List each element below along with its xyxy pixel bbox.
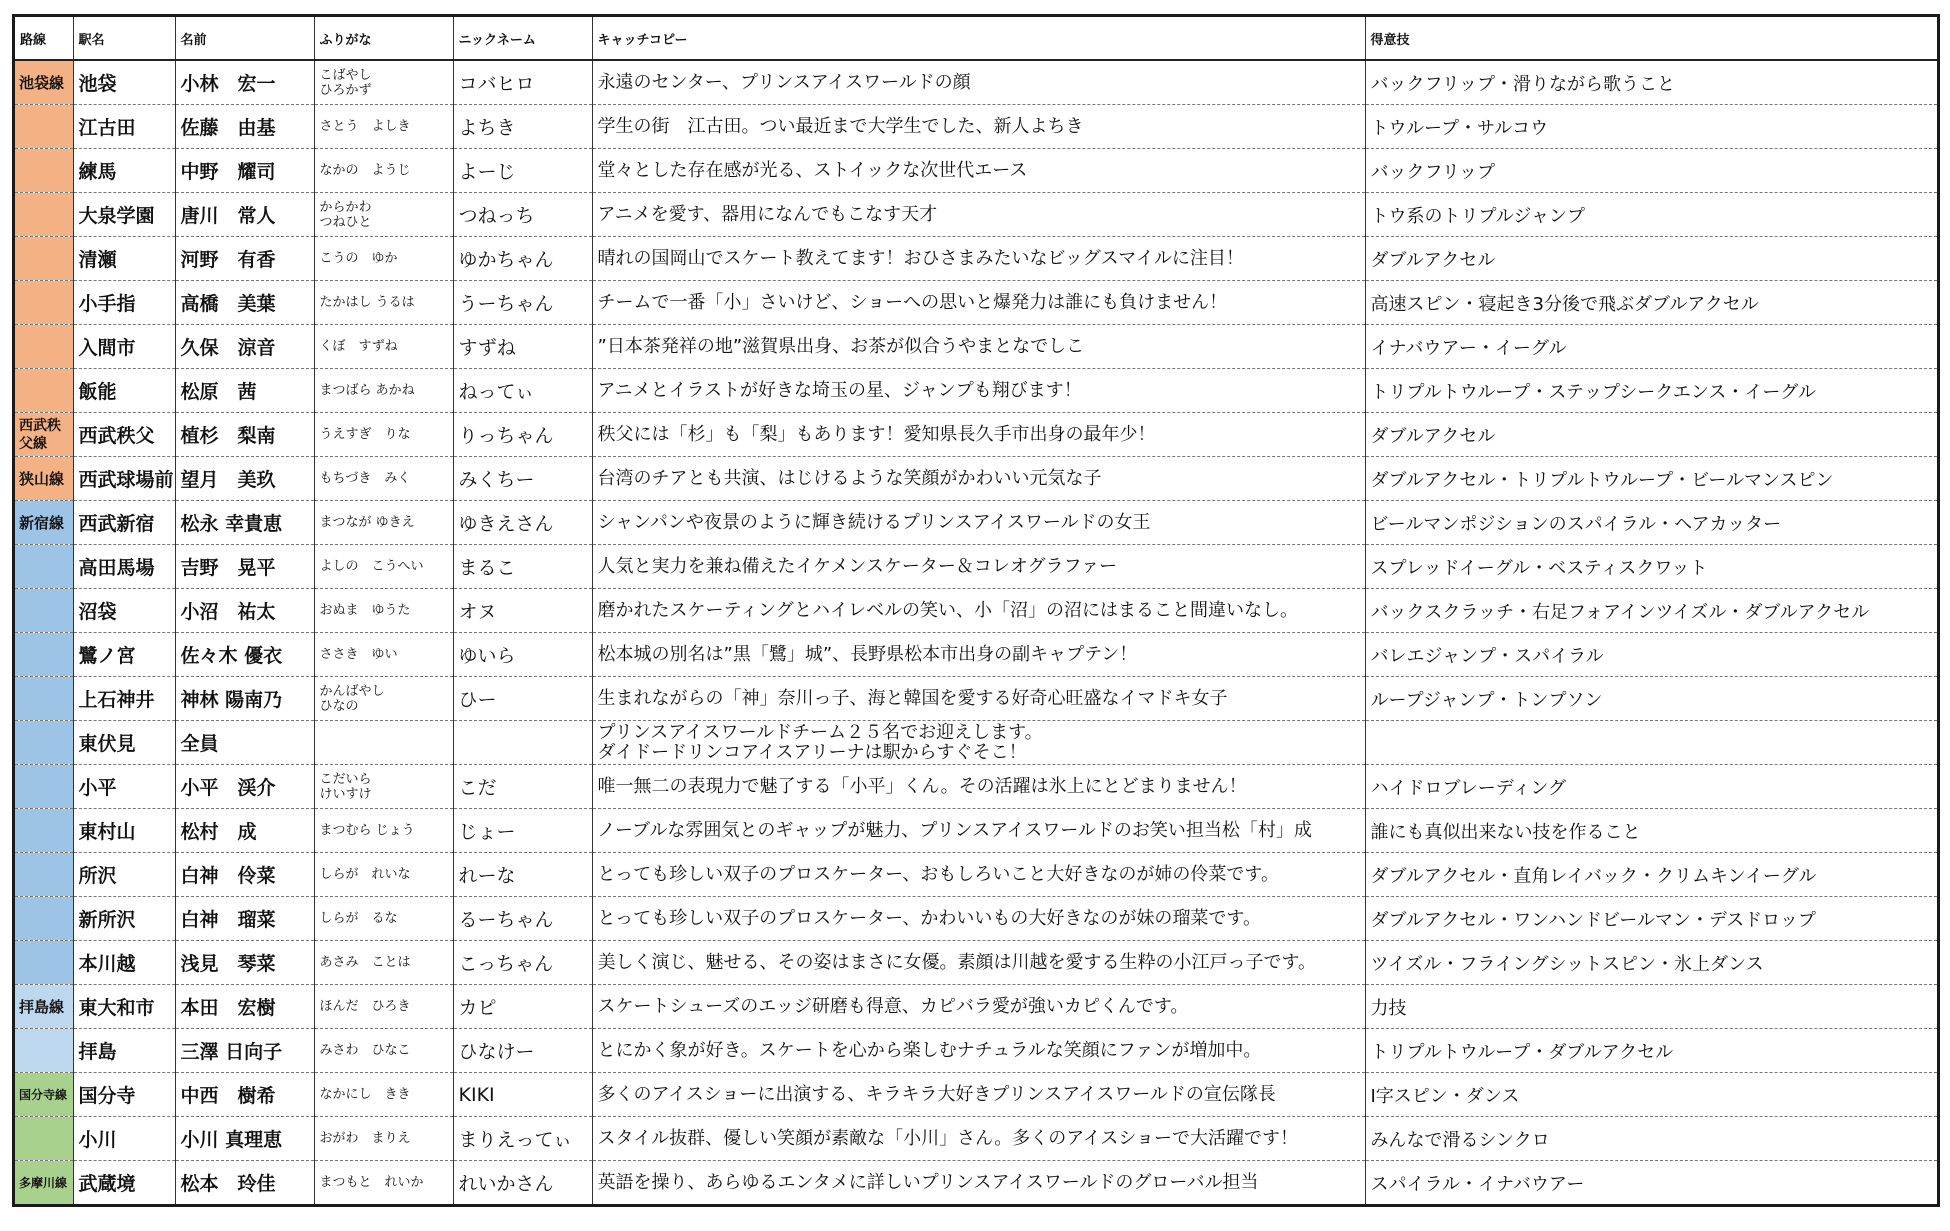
table-row <box>15 677 1937 721</box>
name-cell: 高橋 美葉 <box>175 281 314 325</box>
name-cell: 白神 伶菜 <box>175 853 314 897</box>
line-cell <box>15 237 73 281</box>
station-cell: 飯能 <box>73 369 175 413</box>
line-cell: 池袋線 <box>15 60 73 105</box>
line-cell <box>15 721 73 765</box>
catchcopy-cell: 人気と実力を兼ね備えたイケメンスケーター＆コレオグラファー <box>592 545 1365 589</box>
line-cell <box>15 897 73 941</box>
catchcopy-cell: ノーブルな雰囲気とのギャップが魅力、プリンスアイスワールドのお笑い担当松「村」成 <box>592 809 1365 853</box>
skill-cell: I字スピン・ダンス <box>1365 1073 1937 1117</box>
station-cell: 所沢 <box>73 853 175 897</box>
station-cell: 小平 <box>73 765 175 809</box>
nickname-cell: りっちゃん <box>453 413 592 457</box>
nickname-cell <box>453 721 592 765</box>
station-cell: 高田馬場 <box>73 545 175 589</box>
header-furigana: ふりがな <box>314 17 453 60</box>
nickname-cell: コバヒロ <box>453 60 592 105</box>
furigana-cell: みさわ ひなこ <box>314 1029 453 1073</box>
station-cell: 上石神井 <box>73 677 175 721</box>
name-cell: 松村 成 <box>175 809 314 853</box>
nickname-cell: ねってぃ <box>453 369 592 413</box>
furigana-cell: なかにし きき <box>314 1073 453 1117</box>
station-cell: 江古田 <box>73 105 175 149</box>
furigana-cell: まつなが ゆきえ <box>314 501 453 545</box>
nickname-cell: ひー <box>453 677 592 721</box>
catchcopy-cell: 生まれながらの「神」奈川っ子、海と韓国を愛する好奇心旺盛なイマドキ女子 <box>592 677 1365 721</box>
station-cell: 東伏見 <box>73 721 175 765</box>
catchcopy-cell: 永遠のセンター、プリンスアイスワールドの顔 <box>592 60 1365 105</box>
nickname-cell: れーな <box>453 853 592 897</box>
nickname-cell: まるこ <box>453 545 592 589</box>
name-cell: 小平 渓介 <box>175 765 314 809</box>
table-row <box>15 325 1937 369</box>
skill-cell: トウループ・サルコウ <box>1365 105 1937 149</box>
table-row <box>15 501 1937 545</box>
line-cell <box>15 809 73 853</box>
station-cell: 沼袋 <box>73 589 175 633</box>
station-cell: 西武秩父 <box>73 413 175 457</box>
catchcopy-cell: とにかく象が好き。スケートを心から楽しむナチュラルな笑顔にファンが増加中。 <box>592 1029 1365 1073</box>
line-cell: 拝島線 <box>15 985 73 1029</box>
table-row <box>15 897 1937 941</box>
header-row <box>15 17 1937 60</box>
catchcopy-cell: 美しく演じ、魅せる、その姿はまさに女優。素顔は川越を愛する生粋の小江戸っ子です。 <box>592 941 1365 985</box>
name-cell: 小川 真理恵 <box>175 1117 314 1161</box>
nickname-cell: よちき <box>453 105 592 149</box>
furigana-cell: あさみ ことは <box>314 941 453 985</box>
catchcopy-cell: 多くのアイスショーに出演する、キラキラ大好きプリンスアイスワールドの宣伝隊長 <box>592 1073 1365 1117</box>
catchcopy-cell: スケートシューズのエッジ研磨も得意、カピバラ愛が強いカピくんです。 <box>592 985 1365 1029</box>
line-cell <box>15 853 73 897</box>
skill-cell: トリプルトウループ・ステップシークエンス・イーグル <box>1365 369 1937 413</box>
table-row <box>15 809 1937 853</box>
line-cell <box>15 193 73 237</box>
furigana-cell: たかはし うるは <box>314 281 453 325</box>
nickname-cell: つねっち <box>453 193 592 237</box>
name-cell: 三澤 日向子 <box>175 1029 314 1073</box>
station-cell: 西武新宿 <box>73 501 175 545</box>
skill-cell: スパイラル・イナバウアー <box>1370 1173 1585 1195</box>
table-row <box>15 633 1937 677</box>
station-cell: 国分寺 <box>73 1073 175 1117</box>
furigana-cell: ささき ゆい <box>314 633 453 677</box>
members-table <box>15 17 1937 1204</box>
furigana-cell: こばやし ひろかず <box>314 60 453 105</box>
station-cell: 武蔵境 <box>73 1161 175 1205</box>
line-cell <box>15 941 73 985</box>
skill-cell: ハイドロブレーディング <box>1365 765 1937 809</box>
skill-cell: みんなで滑るシンクロ <box>1365 1117 1937 1161</box>
catchcopy-cell: 晴れの国岡山でスケート教えてます！おひさまみたいなビッグスマイルに注目！ <box>592 237 1365 281</box>
station-cell: 清瀬 <box>73 237 175 281</box>
nickname-cell: すずね <box>453 325 592 369</box>
table-row <box>15 369 1937 413</box>
table-row <box>15 853 1937 897</box>
catchcopy-cell: とっても珍しい双子のプロスケーター、かわいいもの大好きなのが妹の瑠菜です。 <box>592 897 1365 941</box>
skill-cell: ビールマンポジションのスパイラル・ヘアカッター <box>1365 501 1937 545</box>
nickname-cell: ゆきえさん <box>453 501 592 545</box>
header-catchcopy: キャッチコピー <box>592 17 1365 60</box>
name-cell: 全員 <box>175 721 314 765</box>
line-cell <box>15 325 73 369</box>
furigana-cell: かんばやし ひなの <box>314 677 453 721</box>
table-row <box>15 1117 1937 1161</box>
table-row <box>15 1029 1937 1073</box>
station-cell: 本川越 <box>73 941 175 985</box>
nickname-cell: KIKI <box>453 1073 592 1117</box>
catchcopy-cell: 唯一無二の表現力で魅了する「小平」くん。その活躍は氷上にとどまりません！ <box>592 765 1365 809</box>
name-cell: 松原 茜 <box>175 369 314 413</box>
nickname-cell: るーちゃん <box>453 897 592 941</box>
name-cell: 小林 宏一 <box>175 60 314 105</box>
name-cell: 中野 耀司 <box>175 149 314 193</box>
nickname-cell: こだ <box>453 765 592 809</box>
nickname-cell: まりえってぃ <box>453 1117 592 1161</box>
furigana-cell: まつばら あかね <box>314 369 453 413</box>
line-cell: 狭山線 <box>15 457 73 501</box>
station-cell: 東村山 <box>73 809 175 853</box>
catchcopy-cell: シャンパンや夜景のように輝き続けるプリンスアイスワールドの女王 <box>592 501 1365 545</box>
nickname-cell: ゆかちゃん <box>453 237 592 281</box>
name-cell: 植杉 梨南 <box>175 413 314 457</box>
furigana-cell: おぬま ゆうた <box>314 589 453 633</box>
station-cell: 大泉学園 <box>73 193 175 237</box>
line-cell: 新宿線 <box>15 501 73 545</box>
furigana-cell: さとう よしき <box>314 105 453 149</box>
skill-cell: ダブルアクセル・トリプルトウループ・ビールマンスピン <box>1365 457 1937 501</box>
catchcopy-cell: アニメを愛す、器用になんでもこなす天才 <box>592 193 1365 237</box>
table-row <box>15 237 1937 281</box>
table-row <box>15 765 1937 809</box>
table-row <box>15 1161 1937 1205</box>
line-cell <box>15 1029 73 1073</box>
name-cell: 望月 美玖 <box>175 457 314 501</box>
name-cell: 神林 陽南乃 <box>175 677 314 721</box>
catchcopy-cell: 台湾のチアとも共演、はじけるような笑顔がかわいい元気な子 <box>592 457 1365 501</box>
table-row <box>15 457 1937 501</box>
name-cell: 佐藤 由基 <box>175 105 314 149</box>
skill-cell: ダブルアクセル・ワンハンドビールマン・デスドロップ <box>1365 897 1937 941</box>
name-cell: 松永 幸貴恵 <box>175 501 314 545</box>
furigana-cell: よしの こうへい <box>314 545 453 589</box>
line-cell <box>15 545 73 589</box>
catchcopy-cell: とっても珍しい双子のプロスケーター、おもしろいこと大好きなのが姉の伶菜です。 <box>592 853 1365 897</box>
table-row <box>15 149 1937 193</box>
station-cell: 池袋 <box>73 60 175 105</box>
name-cell: 佐々木 優衣 <box>175 633 314 677</box>
name-cell: 久保 涼音 <box>175 325 314 369</box>
name-cell: 松本 玲佳 <box>175 1161 314 1205</box>
skill-cell: バックスクラッチ・右足フォアインツイズル・ダブルアクセル <box>1365 589 1937 633</box>
name-cell: 浅見 琴菜 <box>175 941 314 985</box>
catchcopy-cell: 磨かれたスケーティングとハイレベルの笑い、小「沼」の沼にはまること間違いなし。 <box>592 589 1365 633</box>
line-cell <box>15 633 73 677</box>
name-cell: 吉野 晃平 <box>175 545 314 589</box>
line-cell <box>15 677 73 721</box>
skill-cell: スプレッドイーグル・ベスティスクワット <box>1365 545 1937 589</box>
nickname-cell: ゆいら <box>453 633 592 677</box>
skill-cell: バックフリップ <box>1365 149 1937 193</box>
furigana-cell: おがわ まりえ <box>314 1117 453 1161</box>
station-cell: 西武球場前 <box>73 457 175 501</box>
station-cell: 入間市 <box>73 325 175 369</box>
members-table-frame <box>12 14 1940 1207</box>
header-line: 路線 <box>15 17 73 60</box>
line-cell: 西武秩父線 <box>15 413 73 457</box>
nickname-cell: カピ <box>453 985 592 1029</box>
line-cell <box>15 589 73 633</box>
nickname-cell: オヌ <box>453 589 592 633</box>
furigana-cell: うえすぎ りな <box>314 413 453 457</box>
table-row <box>15 281 1937 325</box>
nickname-cell: じょー <box>453 809 592 853</box>
catchcopy-cell: ”日本茶発祥の地”滋賀県出身、お茶が似合うやまとなでしこ <box>592 325 1365 369</box>
skill-cell: 力技 <box>1365 985 1937 1029</box>
skill-cell: バックフリップ・滑りながら歌うこと <box>1365 60 1937 105</box>
station-cell: 新所沢 <box>73 897 175 941</box>
furigana-cell: まつもと れいか <box>314 1161 453 1205</box>
catchcopy-cell: 堂々とした存在感が光る、ストイックな次世代エース <box>592 149 1365 193</box>
header-station: 駅名 <box>73 17 175 60</box>
header-name: 名前 <box>175 17 314 60</box>
nickname-cell: こっちゃん <box>453 941 592 985</box>
station-cell: 小手指 <box>73 281 175 325</box>
table-row <box>15 1073 1937 1117</box>
catchcopy-cell: 学生の街 江古田。つい最近まで大学生でした、新人よちき <box>592 105 1365 149</box>
furigana-cell: こうの ゆか <box>314 237 453 281</box>
station-cell: 鷺ノ宮 <box>73 633 175 677</box>
line-cell <box>15 1117 73 1161</box>
name-cell: 白神 瑠菜 <box>175 897 314 941</box>
station-cell: 東大和市 <box>73 985 175 1029</box>
line-cell <box>15 765 73 809</box>
nickname-cell: れいかさん <box>453 1161 592 1205</box>
nickname-cell: よーじ <box>453 149 592 193</box>
furigana-cell: ほんだ ひろき <box>314 985 453 1029</box>
nickname-cell: うーちゃん <box>453 281 592 325</box>
header-skill: 得意技 <box>1365 17 1937 60</box>
table-row <box>15 589 1937 633</box>
furigana-cell: しらが れいな <box>314 853 453 897</box>
table-row <box>15 105 1937 149</box>
table-row <box>15 545 1937 589</box>
furigana-cell: からかわ つねひと <box>314 193 453 237</box>
skill-cell: ツイズル・フライングシットスピン・氷上ダンス <box>1365 941 1937 985</box>
nickname-cell: みくちー <box>453 457 592 501</box>
table-body <box>15 60 1937 1204</box>
skill-cell: トリプルトウループ・ダブルアクセル <box>1365 1029 1937 1073</box>
header-nickname: ニックネーム <box>453 17 592 60</box>
table-row <box>15 941 1937 985</box>
catchcopy-cell: 英語を操り、あらゆるエンタメに詳しいプリンスアイスワールドのグローバル担当 <box>592 1161 1365 1205</box>
furigana-cell: こだいら けいすけ <box>314 765 453 809</box>
skill-cell: 誰にも真似出来ない技を作ること <box>1365 809 1937 853</box>
table-row <box>15 413 1937 457</box>
line-cell: 国分寺線 <box>15 1073 73 1117</box>
station-cell: 小川 <box>73 1117 175 1161</box>
nickname-cell: ひなけー <box>453 1029 592 1073</box>
catchcopy-cell: アニメとイラストが好きな埼玉の星、ジャンプも翔びます！ <box>592 369 1365 413</box>
name-cell: 本田 宏樹 <box>175 985 314 1029</box>
skill-cell: ループジャンプ・トンプソン <box>1365 677 1937 721</box>
furigana-cell <box>314 721 453 765</box>
catchcopy-cell: 松本城の別名は”黒「鷺」城”、長野県松本市出身の副キャプテン！ <box>592 633 1365 677</box>
skill-cell: バレエジャンプ・スパイラル <box>1365 633 1937 677</box>
table-row <box>15 721 1937 765</box>
line-cell: 多摩川線 <box>15 1161 73 1205</box>
catchcopy-cell: 秩父には「杉」も「梨」もあります！愛知県長久手市出身の最年少！ <box>592 413 1365 457</box>
line-cell <box>15 281 73 325</box>
station-cell: 拝島 <box>73 1029 175 1073</box>
line-cell <box>15 369 73 413</box>
name-cell: 小沼 祐太 <box>175 589 314 633</box>
catchcopy-cell: プリンスアイスワールドチーム２５名でお迎えします。 ダイドードリンコアイスアリーナは駅からすぐそこ！ <box>592 721 1365 765</box>
skill-cell: ダブルアクセル <box>1365 237 1937 281</box>
table-row <box>15 985 1937 1029</box>
skill-cell <box>1365 721 1937 765</box>
name-cell: 中西 樹希 <box>175 1073 314 1117</box>
furigana-cell: まつむら じょう <box>314 809 453 853</box>
station-cell: 練馬 <box>73 149 175 193</box>
name-cell: 唐川 常人 <box>175 193 314 237</box>
furigana-cell: もちづき みく <box>314 457 453 501</box>
skill-cell: トウ系のトリプルジャンプ <box>1365 193 1937 237</box>
furigana-cell: しらが るな <box>314 897 453 941</box>
table-row <box>15 193 1937 237</box>
skill-cell: イナバウアー・イーグル <box>1365 325 1937 369</box>
skill-cell: ダブルアクセル <box>1365 413 1937 457</box>
furigana-cell: くぼ すずね <box>314 325 453 369</box>
catchcopy-cell: チームで一番「小」さいけど、ショーへの思いと爆発力は誰にも負けません！ <box>592 281 1365 325</box>
furigana-cell: なかの ようじ <box>314 149 453 193</box>
line-cell <box>15 149 73 193</box>
line-cell <box>15 105 73 149</box>
skill-cell: ダブルアクセル・直角レイバック・クリムキンイーグル <box>1365 853 1937 897</box>
name-cell: 河野 有香 <box>175 237 314 281</box>
table-row <box>15 60 1937 105</box>
catchcopy-cell: スタイル抜群、優しい笑顔が素敵な「小川」さん。多くのアイスショーで大活躍です！ <box>592 1117 1365 1161</box>
skill-cell: 高速スピン・寝起き3分後で飛ぶダブルアクセル <box>1365 281 1937 325</box>
